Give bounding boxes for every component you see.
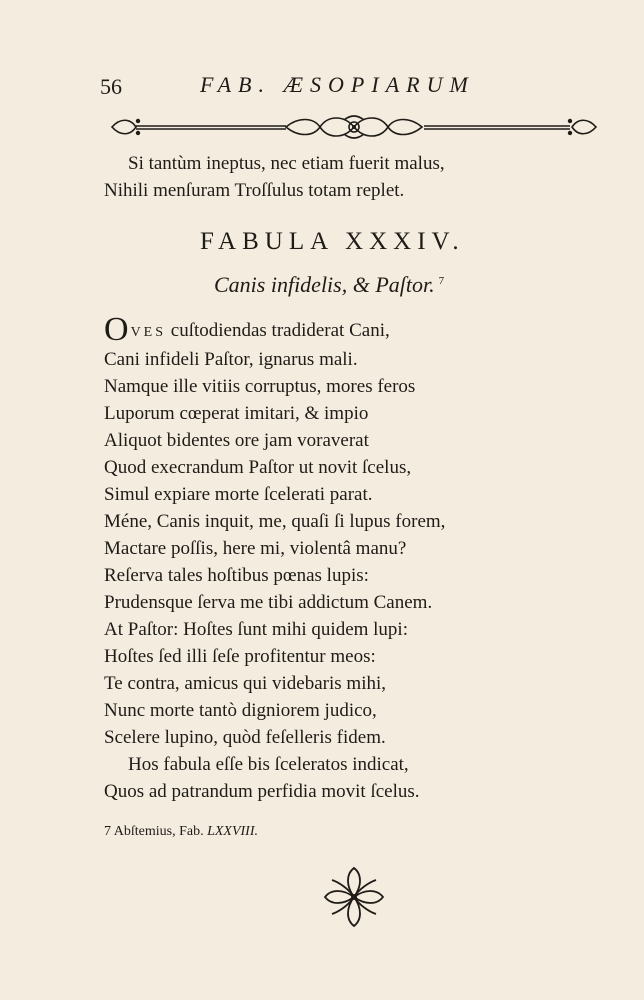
verse-line: Si tantùm ineptus, nec etiam fuerit malus, bbox=[128, 153, 445, 174]
fable-subtitle bbox=[214, 272, 444, 298]
verse-line: Nihili menſuram Troſſulus totam replet. bbox=[104, 180, 405, 201]
verse-line: At Paſtor: Hoſtes ſunt mihi quidem lupi: bbox=[104, 619, 408, 640]
running-head: FAB. ÆSOPIARUM bbox=[200, 72, 475, 97]
moral-line: Quos ad patrandum perfidia movit ſcelus. bbox=[104, 781, 420, 802]
verse-line: Hoſtes ſed illi ſeſe profitentur meos: bbox=[104, 646, 376, 667]
verse-line: Nunc morte tantò digniorem judico, bbox=[104, 700, 377, 721]
footnote-marker: 7 bbox=[438, 274, 445, 287]
drop-cap: O bbox=[104, 311, 129, 348]
footnote bbox=[104, 824, 258, 840]
verse-line: Namque ille vitiis corruptus, mores feros bbox=[104, 376, 416, 397]
verse-line: Cani infideli Paſtor, ignarus mali. bbox=[104, 349, 358, 370]
verse-line: Reſerva tales hoſtibus pœnas lupis: bbox=[104, 565, 369, 586]
fable-title: FABULA XXXIV. bbox=[200, 228, 465, 255]
footnote-marker: 7 bbox=[104, 824, 111, 839]
fable-body bbox=[0, 311, 644, 805]
ornamental-rule bbox=[108, 112, 600, 142]
verse-line: Scelere lupino, quòd feſelleris fidem. bbox=[104, 727, 386, 748]
fable-subtitle-text: Canis infidelis, & Paſtor. bbox=[214, 272, 435, 297]
page-number: 56 bbox=[100, 74, 122, 99]
first-word-smallcaps: VES bbox=[130, 325, 167, 340]
verse-line: Quod execrandum Paſtor ut novit ſcelus, bbox=[104, 457, 412, 478]
verse-line: Prudensque ſerva me tibi addictum Canem. bbox=[104, 592, 433, 613]
fleuron-ornament bbox=[322, 866, 386, 928]
footnote-author: Abſtemius, Fab. bbox=[113, 824, 204, 839]
moral-line: Hos fabula eſſe bis ſceleratos indicat, bbox=[128, 754, 409, 775]
verse-line: Te contra, amicus qui videbaris mihi, bbox=[104, 673, 387, 694]
verse-line: Luporum cœperat imitari, & impio bbox=[104, 403, 369, 424]
verse-line: Aliquot bidentes ore jam voraverat bbox=[104, 430, 369, 451]
verse-line: Méne, Canis inquit, me, quaſi ſi lupus forem, bbox=[104, 511, 446, 532]
verse-line: Simul expiare morte ſcelerati parat. bbox=[104, 484, 373, 505]
verse-line: Mactare poſſis, here mi, violentâ manu? bbox=[104, 538, 407, 559]
footnote-reference: LXXVIII. bbox=[207, 824, 259, 839]
previous-fable-ending bbox=[0, 150, 644, 204]
verse-line bbox=[0, 311, 644, 348]
page-header bbox=[100, 70, 520, 106]
first-line-text: cuſtodiendas tradiderat Cani, bbox=[170, 320, 390, 341]
